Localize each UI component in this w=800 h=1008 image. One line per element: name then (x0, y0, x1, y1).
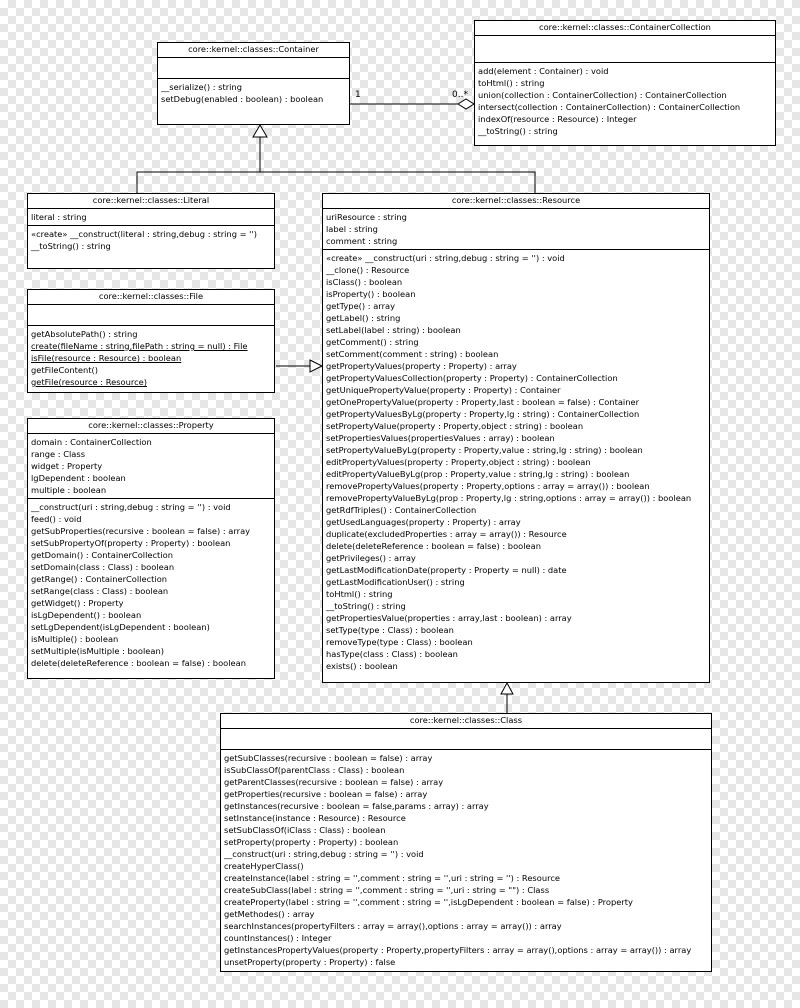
class-attribute: comment : string (326, 236, 398, 246)
class-attribute: label : string (326, 224, 378, 234)
class-method: add(element : Container) : void (478, 66, 609, 76)
class-method: create(fileName : string,filePath : string = null) : File (31, 341, 248, 351)
association-label-target: 0..* (452, 90, 468, 100)
class-method: getPropertyValuesByLg(property : Property,lg : string) : ContainerCollection (326, 409, 640, 419)
class-title: core::kernel::classes::Resource (323, 194, 709, 209)
class-methods (475, 63, 775, 139)
class-method: __construct(uri : string,debug : string = '') : void (224, 849, 424, 859)
class-method: getSubProperties(recursive : boolean = false) : array (31, 526, 251, 536)
inheritance-arrow-container (253, 125, 267, 137)
class-method: __clone() : Resource (326, 265, 410, 275)
class-method: createSubClass(label : string = '',comment : string = '',uri : string = "") : Class (224, 885, 550, 895)
class-method: __toString() : string (326, 601, 406, 611)
class-methods (28, 326, 274, 390)
class-method: __toString() : string (31, 241, 111, 251)
class-method: createHyperClass() (224, 861, 304, 871)
class-attributes (28, 305, 274, 326)
class-method: «create» __construct(literal : string,debug : string = '') (31, 229, 257, 239)
class-literal (27, 193, 275, 269)
class-method: setLgDependent(isLgDependent : boolean) (31, 622, 210, 632)
class-attributes (323, 209, 709, 250)
class-method: getPropertyValues(property : Property) : array (326, 361, 517, 371)
class-methods (221, 750, 711, 970)
class-method: getFileContent() (31, 365, 98, 375)
class-method: setDomain(class : Class) : boolean (31, 562, 175, 572)
class-method: createInstance(label : string = '',comment : string = '',uri : string = '') : Resource (224, 873, 560, 883)
class-attribute: domain : ContainerCollection (31, 437, 152, 447)
class-attribute: multiple : boolean (31, 485, 107, 495)
class-method: setInstance(instance : Resource) : Resource (224, 813, 406, 823)
class-attributes (158, 58, 349, 79)
class-title: core::kernel::classes::Container (158, 43, 349, 58)
class-method: __serialize() : string (161, 82, 242, 92)
class-container-collection (474, 20, 776, 146)
class-method: isLgDependent() : boolean (31, 610, 142, 620)
class-method: setProperty(property : Property) : boolean (224, 837, 399, 847)
class-method: exists() : boolean (326, 661, 398, 671)
class-method: editPropertyValues(property : Property,object : string) : boolean (326, 457, 591, 467)
class-resource (322, 193, 710, 683)
class-method: setDebug(enabled : boolean) : boolean (161, 94, 324, 104)
class-attribute: literal : string (31, 212, 87, 222)
class-class (220, 713, 712, 972)
class-method: «create» __construct(uri : string,debug : string = '') : void (326, 253, 565, 263)
class-method: feed() : void (31, 514, 82, 524)
class-method: getParentClasses(recursive : boolean = false) : array (224, 777, 444, 787)
class-method: removePropertyValues(property : Property,options : array = array()) : boolean (326, 481, 650, 491)
class-methods (28, 226, 274, 254)
class-method: getPropertyValuesCollection(property : Property) : ContainerCollection (326, 373, 618, 383)
class-method: setPropertyValueByLg(property : Property,value : string,lg : string) : boolean (326, 445, 643, 455)
class-method: __construct(uri : string,debug : string = '') : void (31, 502, 231, 512)
class-method: setSubPropertyOf(property : Property) : boolean (31, 538, 231, 548)
class-methods (323, 250, 709, 674)
class-method: getRdfTriples() : ContainerCollection (326, 505, 477, 515)
class-attributes (221, 729, 711, 750)
class-title: core::kernel::classes::Literal (28, 194, 274, 209)
class-method: setLabel(label : string) : boolean (326, 325, 461, 335)
class-container (157, 42, 350, 125)
class-method: getMethodes() : array (224, 909, 315, 919)
class-method: getUsedLanguages(property : Property) : array (326, 517, 521, 527)
class-method: isClass() : boolean (326, 277, 403, 287)
class-method: getFile(resource : Resource) (31, 377, 147, 387)
class-method: getLastModificationDate(property : Property = null) : date (326, 565, 567, 575)
class-title: core::kernel::classes::ContainerCollection (475, 21, 775, 36)
class-method: duplicate(excludedProperties : array = array()) : Resource (326, 529, 567, 539)
class-method: isSubClassOf(parentClass : Class) : boolean (224, 765, 405, 775)
class-method: isFile(resource : Resource) : boolean (31, 353, 182, 363)
aggregation-diamond (458, 99, 474, 109)
class-attributes (28, 209, 274, 226)
class-method: getProperties(recursive : boolean = false) : array (224, 789, 428, 799)
class-method: isProperty() : boolean (326, 289, 416, 299)
association-label-source: 1 (355, 90, 361, 100)
class-method: createProperty(label : string = '',comment : string = '',isLgDependent : boolean = false) : Property (224, 897, 633, 907)
class-method: editPropertyValueByLg(prop : Property,value : string,lg : string) : boolean (326, 469, 630, 479)
class-method: getUniquePropertyValue(property : Property) : Container (326, 385, 561, 395)
class-method: unsetProperty(property : Property) : false (224, 957, 396, 967)
class-method: getRange() : ContainerCollection (31, 574, 168, 584)
class-method: toHtml() : string (326, 589, 393, 599)
class-method: setMultiple(isMultiple : boolean) (31, 646, 164, 656)
class-method: toHtml() : string (478, 78, 545, 88)
inheritance-arrow-class (501, 683, 513, 694)
class-method: getInstances(recursive : boolean = false,params : array) : array (224, 801, 489, 811)
class-methods (28, 499, 274, 671)
class-attribute: range : Class (31, 449, 86, 459)
class-title: core::kernel::classes::Property (28, 419, 274, 434)
class-method: setRange(class : Class) : boolean (31, 586, 169, 596)
class-method: getType() : array (326, 301, 395, 311)
class-method: removeType(type : Class) : boolean (326, 637, 473, 647)
class-method: hasType(class : Class) : boolean (326, 649, 458, 659)
class-method: setType(type : Class) : boolean (326, 625, 454, 635)
class-method: setSubClassOf(iClass : Class) : boolean (224, 825, 386, 835)
class-method: getDomain() : ContainerCollection (31, 550, 173, 560)
class-method: union(collection : ContainerCollection) : ContainerCollection (478, 90, 727, 100)
class-method: getPropertiesValue(properties : array,last : boolean) : array (326, 613, 572, 623)
class-method: getSubClasses(recursive : boolean = false) : array (224, 753, 433, 763)
class-method: removePropertyValueByLg(prop : Property,lg : string,options : array = array()) : boolean (326, 493, 692, 503)
class-method: getPrivileges() : array (326, 553, 416, 563)
class-method: getOnePropertyValue(property : Property,last : boolean = false) : Container (326, 397, 640, 407)
class-method: setPropertiesValues(propertiesValues : array) : boolean (326, 433, 555, 443)
class-method: getWidget() : Property (31, 598, 124, 608)
class-method: setPropertyValue(property : Property,object : string) : boolean (326, 421, 584, 431)
class-attribute: lgDependent : boolean (31, 473, 126, 483)
class-property (27, 418, 275, 679)
class-method: setComment(comment : string) : boolean (326, 349, 499, 359)
class-method: indexOf(resource : Resource) : Integer (478, 114, 637, 124)
class-method: searchInstances(propertyFilters : array = array(),options : array = array()) : array (224, 921, 562, 931)
class-method: getAbsolutePath() : string (31, 329, 138, 339)
class-title: core::kernel::classes::Class (221, 714, 711, 729)
class-file (27, 289, 275, 393)
class-method: getComment() : string (326, 337, 419, 347)
class-method: delete(deleteReference : boolean = false) : boolean (326, 541, 541, 551)
class-methods (158, 79, 349, 107)
class-method: intersect(collection : ContainerCollection) : ContainerCollection (478, 102, 741, 112)
inheritance-arrow-file (310, 360, 322, 372)
class-method: delete(deleteReference : boolean = false) : boolean (31, 658, 246, 668)
class-attribute: uriResource : string (326, 212, 407, 222)
class-title: core::kernel::classes::File (28, 290, 274, 305)
class-method: getLabel() : string (326, 313, 401, 323)
class-attributes (28, 434, 274, 499)
class-method: countInstances() : Integer (224, 933, 332, 943)
class-attribute: widget : Property (31, 461, 103, 471)
class-method: __toString() : string (478, 126, 558, 136)
class-method: isMultiple() : boolean (31, 634, 119, 644)
class-method: getInstancesPropertyValues(property : Property,propertyFilters : array = array(),options : array = array()) : array (224, 945, 692, 955)
class-method: getLastModificationUser() : string (326, 577, 465, 587)
class-attributes (475, 36, 775, 63)
